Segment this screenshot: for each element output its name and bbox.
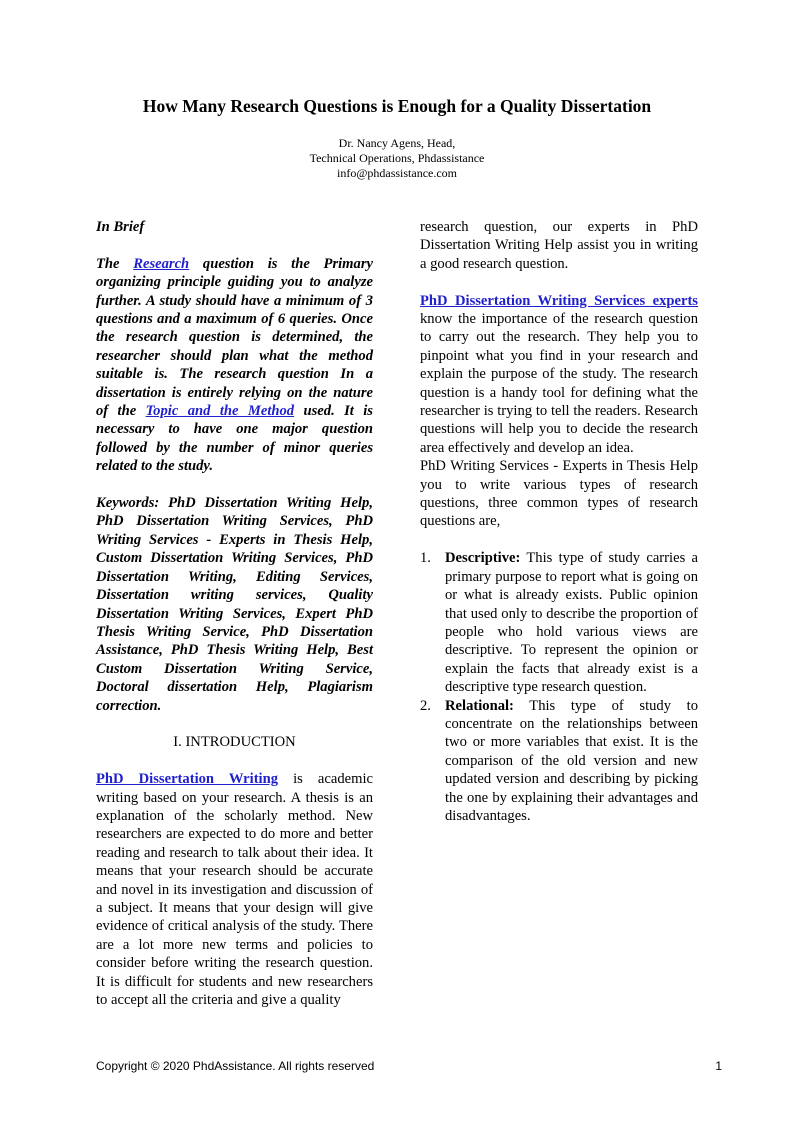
intro-continued: research question, our experts in PhD Dissertation Writing Help assist you in writing a good research question. [420, 219, 698, 272]
list-term: Descriptive: [445, 550, 521, 567]
list-item [420, 549, 698, 696]
list-term: Relational: [445, 697, 514, 714]
research-link[interactable]: Research [133, 255, 190, 272]
list-item [420, 697, 698, 826]
page-footer [96, 1059, 722, 1073]
keywords: Keywords: PhD Dissertation Writing Help, PhD Dissertation Writing Services, PhD Writing Services - Experts in Thesis Help, Custom Dissertation Writing Services, PhD Dissertation Writing, Editing Services, Dissertation writing services, Quality Dissertation Writing Services, Expert PhD Thesis Writing Service, PhD Dissertation Assistance, PhD Thesis Writing Help, Best Custom Dissertation Writing Service, Doctoral dissertation Help, Plagiarism correction. [96, 495, 373, 714]
author-affiliation: Technical Operations, Phdassistance [309, 151, 485, 165]
question-types-list [420, 549, 698, 825]
text: used. It is necessary to have one major question followed by the number of minor queries related to the study. [96, 403, 373, 475]
phd-dissertation-writing-link[interactable]: PhD Dissertation Writing [96, 771, 279, 788]
brief-heading: In Brief [96, 219, 145, 235]
author-name: Dr. Nancy Agens, Head, [338, 136, 456, 150]
list-number: 1. [420, 550, 431, 567]
services-paragraph [420, 292, 698, 458]
list-number: 2. [420, 697, 431, 714]
text: is academic writing based on your research. A thesis is an explanation of the scholarly method. New researchers are expected to do more and better reading and research to talk about their idea. It means that your research should be accurate and novel in its investigation and discussion of a subject. It means that your design will give evidence of critical analysis of the study. There are a lot more new terms and policies to consider before writing the research question. It is difficult for students and new researchers to accept all the criteria and give a quality [96, 771, 373, 1008]
page-number: 1 [715, 1059, 722, 1073]
list-text: This type of study to concentrate on the relationships between two or more variables that exist. It is the comparison of the old version and new updated version and describing by picking the one by explaining their advantages and disadvantages. [445, 697, 698, 824]
left-column [96, 218, 373, 1009]
topic-method-link[interactable]: Topic and the Method [145, 403, 295, 420]
list-text: This type of study carries a primary purpose to report what is going on or what is already exists. Public opinion that used only to describe the proportion of people who hold various views are descriptive. To represent the opinion or explain the facts that already exist is a descriptive type research question. [445, 550, 698, 696]
document-title: How Many Research Questions is Enough for a Quality Dissertation [142, 96, 652, 116]
author-email: info@phdassistance.com [336, 166, 458, 180]
text: know the importance of the research question to carry out the research. They help you to pinpoint what you find in your research and explain the purpose of the study. The research question is a handy tool for defining what the researcher is trying to tell the readers. Research questions will help you to decide the research area effectively and develop an idea. [420, 311, 698, 456]
types-paragraph: PhD Writing Services - Experts in Thesis Help you to write various types of research questions, three common types of research questions are, [420, 458, 698, 530]
brief-paragraph [96, 255, 373, 476]
text: The [96, 255, 134, 272]
author-block [0, 136, 794, 181]
copyright: Copyright © 2020 PhdAssistance. All rights reserved [96, 1059, 375, 1073]
right-column [420, 218, 698, 825]
intro-paragraph [96, 770, 373, 1009]
intro-heading: I. INTRODUCTION [173, 734, 296, 751]
services-experts-link[interactable]: PhD Dissertation Writing Services experts [420, 292, 698, 309]
text: question is the Primary organizing principle guiding you to analyze further. A study should have a minimum of 3 questions and a maximum of 6 queries. Once the research question is determined, the researcher should plan what the method suitable is. The research question In a dissertation is entirely relying on the nature of the [96, 255, 373, 420]
